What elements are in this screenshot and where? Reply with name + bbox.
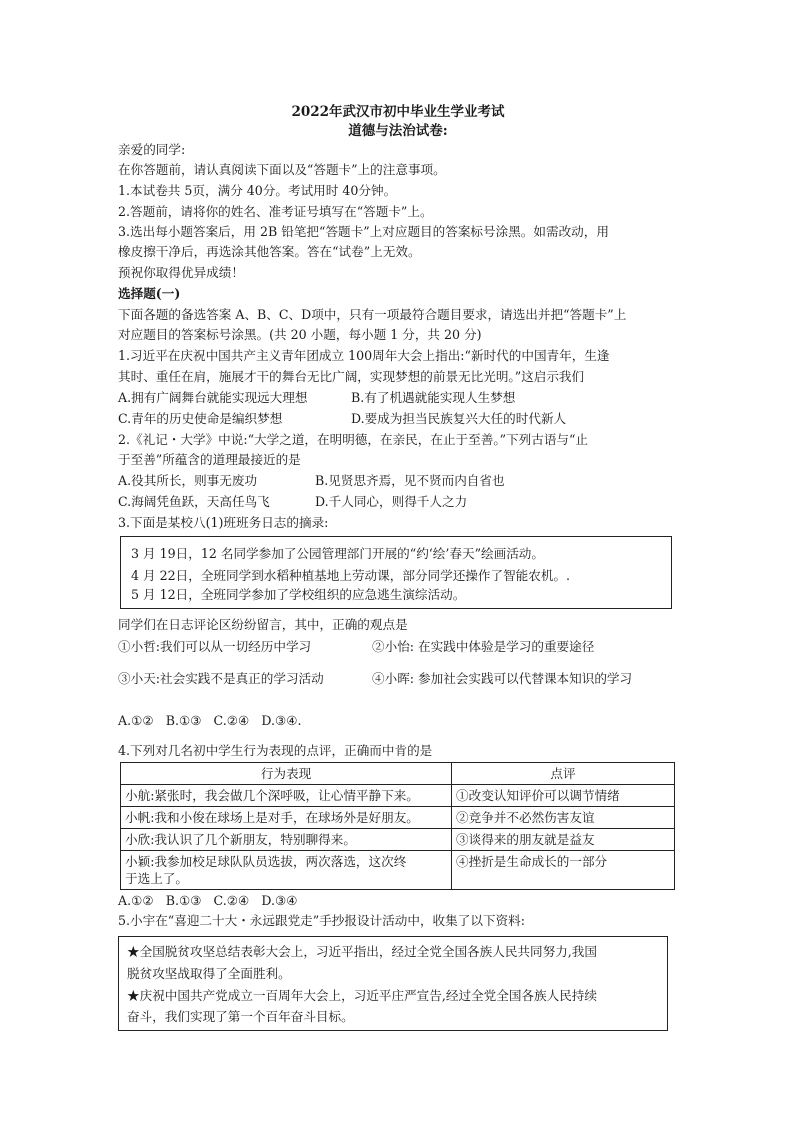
q3-prompt: 同学们在日志评论区纷纷留言，其中，正确的观点是	[118, 617, 408, 632]
q2-option-a: A.役其所长，则事无废功	[118, 473, 258, 488]
table-cell: 小帆:我和小俊在球场上是对手，在球场外是好朋友。	[121, 807, 452, 829]
q4-answers: A.①② B.①③ C.②④ D.③④	[118, 893, 298, 908]
intro-line: 3.选出每小题答案后，用 2B 铅笔把“答题卡”上对应题目的答案标号涂黑。如需改动，用	[118, 224, 609, 239]
log-entry: 4 月 22日，全班同学到水稻种植基地上劳动课，部分同学还操作了智能农机。.	[131, 568, 571, 583]
q4-stem: 4.下列对几名初中学生行为表现的点评，正确而中肯的是	[118, 743, 433, 758]
table-row	[121, 807, 675, 829]
q1-option-a: A.拥有广阔舞台就能实现远大理想	[118, 390, 308, 405]
table-header: 行为表现	[121, 763, 452, 785]
q5-stem: 5.小宇在“喜迎二十大・永远跟党走”手抄报设计活动中，收集了以下资料:	[118, 913, 525, 928]
section-instruction: 下面各题的备选答案 A、B、C、D项中，只有一项最符合题目要求，请选出并把“答题卡”上	[118, 307, 627, 322]
log-entry: 3 月 19日，12 名同学参加了公园管理部门开展的“约‘绘’春天”绘画活动。	[131, 546, 544, 561]
table-row	[121, 785, 675, 807]
q3-stem: 3.下面是某校八(1)班班务日志的摘录:	[118, 515, 329, 530]
section-instruction: 对应题目的答案标号涂黑。(共 20 小题，每小题 1 分，共 20 分)	[118, 327, 482, 342]
q1-stem: 其时、重任在肩，施展才干的舞台无比广阔，实现梦想的前景无比光明。”这启示我们	[118, 369, 585, 384]
q1-option-b: B.有了机遇就能实现人生梦想	[351, 390, 516, 405]
q3-statement-1: ①小哲:我们可以从一切经历中学习	[118, 639, 312, 654]
q1-option-c: C.青年的历史使命是编织梦想	[118, 411, 283, 426]
intro-line: 橡皮擦干净后，再选涂其他答案。答在“试卷”上无效。	[118, 244, 421, 259]
section-heading: 选择题(一)	[118, 286, 181, 301]
table-cell: ①改变认知评价可以调节情绪	[452, 785, 675, 807]
intro-line: 预祝你取得优异成绩！	[118, 265, 244, 280]
table-cell: 小颖:我参加校足球队队员选拔，两次落选，这次终 于选上了。	[121, 851, 452, 890]
material-line: 奋斗，我们实现了第一个百年奋斗目标。	[127, 1009, 354, 1024]
table-row	[121, 851, 675, 890]
q3-answers: A.①② B.①③ C.②④ D.③④.	[118, 713, 302, 728]
q3-log-box	[120, 536, 672, 609]
q2-option-c: C.海阔凭鱼跃，天高任鸟飞	[118, 494, 270, 509]
q2-stem: 2.《礼记・大学》中说:“大学之道，在明明德，在亲民，在止于至善。”下列古语与“止	[118, 432, 589, 447]
material-line: 脱贫攻坚战取得了全面胜利。	[127, 966, 291, 981]
table-cell: ④挫折是生命成长的一部分	[452, 851, 675, 890]
q2-stem: 于至善”所蕴含的道理最接近的是	[118, 452, 301, 467]
q3-statement-2: ②小怡: 在实践中体验是学习的重要途径	[372, 639, 595, 654]
q2-option-b: B.见贤思齐焉，见不贤而内自省也	[315, 473, 505, 488]
exam-subtitle: 道德与法治试卷:	[348, 123, 448, 139]
table-cell: ②竞争并不必然伤害友谊	[452, 807, 675, 829]
q1-stem: 1.习近平在庆祝中国共产主义青年团成立 100周年大会上指出:“新时代的中国青年，生逢	[118, 348, 610, 363]
intro-line: 2.答题前，请将你的姓名、准考证号填写在“答题卡”上。	[118, 204, 433, 219]
table-cell: 小欣:我认识了几个新朋友，特别聊得来。	[121, 829, 452, 851]
intro-line: 1.本试卷共 5页，满分 40分。考试用时 40分钟。	[118, 183, 397, 198]
exam-title: 2022年武汉市初中毕业生学业考试	[291, 104, 505, 120]
q2-option-d: D.千人同心，则得千人之力	[315, 494, 468, 509]
q5-material-box	[118, 936, 668, 1031]
q3-statement-4: ④小晖: 参加社会实践可以代替课本知识的学习	[372, 671, 633, 686]
log-entry: 5 月 12日，全班同学参加了学校组织的应急逃生演综活动。	[131, 587, 466, 602]
table-header: 点评	[452, 763, 675, 785]
q3-statement-3: ③小天:社会实践不是真正的学习活动	[118, 671, 324, 686]
table-cell: ③谈得来的朋友就是益友	[452, 829, 675, 851]
material-line: ★庆祝中国共产党成立一百周年大会上，习近平庄严宣告,经过全党全国各族人民持续	[127, 988, 597, 1003]
table-header-row	[121, 763, 675, 785]
intro-line: 亲爱的同学:	[118, 142, 186, 157]
q4-table	[120, 762, 675, 890]
q1-option-d: D.要成为担当民族复兴大任的时代新人	[351, 411, 567, 426]
table-cell: 小航:紧张时，我会做几个深呼吸，让心情平静下来。	[121, 785, 452, 807]
table-row	[121, 829, 675, 851]
material-line: ★全国脱贫攻坚总结表彰大会上，习近平指出，经过全党全国各族人民共同努力,我国	[127, 944, 597, 959]
intro-line: 在你答题前，请认真阅读下面以及“答题卡”上的注意事项。	[118, 162, 446, 177]
